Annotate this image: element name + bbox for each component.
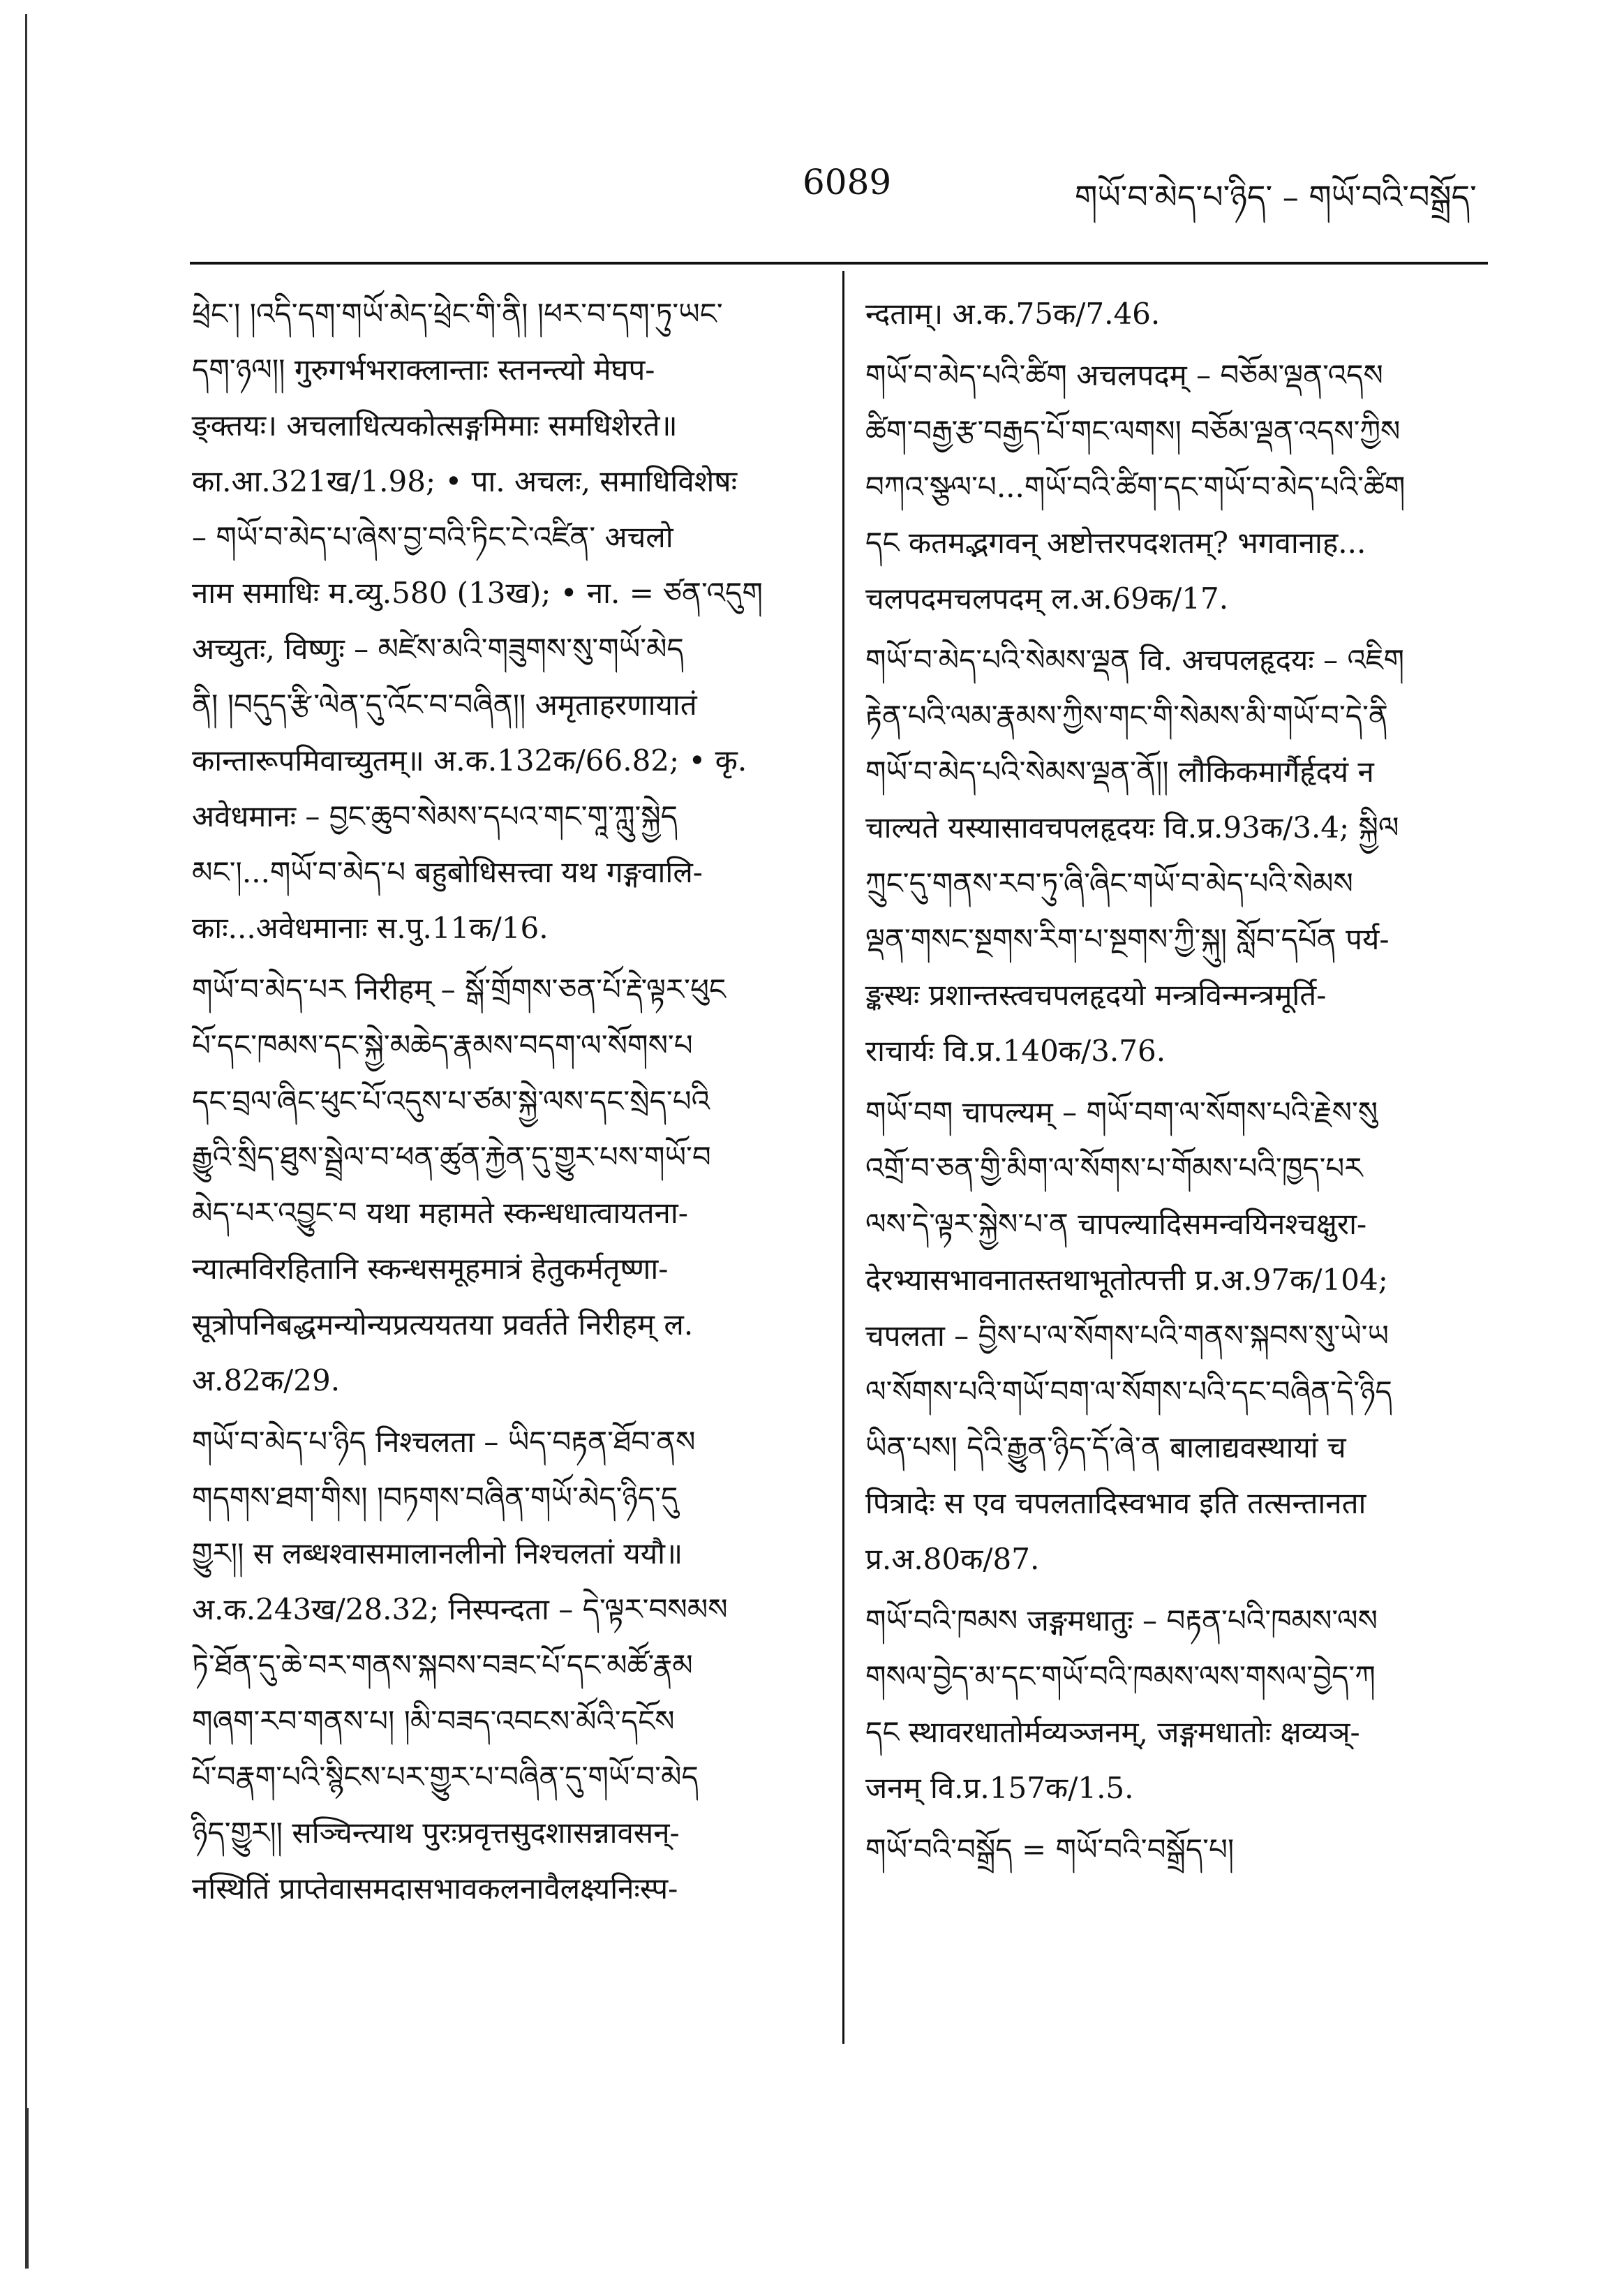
entry-line: अ.82क/29. bbox=[192, 1363, 341, 1397]
entry-line: དང་བྲལ་ཞིང་ཕུང་པོ་འདུས་པ་ཙམ་སྐྱེ་ལས་དང་སྲེད་པའི bbox=[192, 1084, 710, 1118]
scan-edge-line bbox=[25, 14, 27, 2108]
entry-line: བཀའ་སྩལ་པ...གཡོ་བའི་ཚིག་དང་གཡོ་བ་མེད་པའི་ཚིག bbox=[865, 470, 1406, 504]
entry-line: གཞག་རབ་གནས་པ། །མི་བཟད་འབངས་མོའི་དངོས bbox=[192, 1704, 675, 1738]
page-number: 6089 bbox=[803, 162, 892, 202]
entry-line: चलपदमचलपदम् ल.अ.69क/17. bbox=[865, 581, 1229, 616]
entry-line: जनम् वि.प्र.157क/1.5. bbox=[865, 1771, 1134, 1805]
entry-line: པོ་དང་ཁམས་དང་སྐྱེ་མཆེད་རྣམས་བདག་ལ་སོགས་པ bbox=[192, 1028, 693, 1062]
entry-line: དང कतमद्भगवन् अष्टोत्तरपदशतम्? भगवानाह... bbox=[865, 526, 1366, 560]
entry-line: གསལ་བྱེད་མ་དང་གཡོ་བའི་ཁམས་ལས་གསལ་བྱེད་ཀ bbox=[865, 1659, 1376, 1693]
entry-line: चाल्यते यस्यासावचपलहृदयः वि.प्र.93क/3.4; སྐྱིལ bbox=[865, 810, 1399, 845]
entry-line: དག་ཉལ།། गुरुगर्भभराक्लान्ताः स्तनन्त्यो मेघप- bbox=[192, 352, 655, 387]
entry-line: पित्रादेः स एव चपलतादिस्वभाव इति तत्सन्तानता bbox=[865, 1486, 1366, 1520]
entry-line: राचार्यः वि.प्र.140क/3.76. bbox=[865, 1034, 1166, 1068]
entry-line: གཡོ་བའི་ཁམས जङ्गमधातुः – བརྟན་པའི་ཁམས་ལས bbox=[865, 1603, 1378, 1638]
entry-line: कान्तारूपमिवाच्युतम्॥ अ.क.132क/66.82; • कृ. bbox=[192, 743, 747, 778]
entry-line: न्दताम्। अ.क.75क/7.46. bbox=[865, 297, 1161, 331]
entry-line: चपलता – བྱིས་པ་ལ་སོགས་པའི་གནས་སྐབས་སུ་ཡེ་ཡ bbox=[865, 1319, 1389, 1353]
entry-line: ङ्कस्थः प्रशान्तस्त्वचपलहृदयो मन्त्रविन्मन्त्रमूर्ति- bbox=[865, 978, 1327, 1012]
dictionary-entry bbox=[865, 286, 1490, 342]
entry-line: ཀྲུང་དུ་གནས་རབ་ཏུ་ཞི་ཞིང་གཡོ་བ་མེད་པའི་སེམས bbox=[865, 866, 1353, 900]
entry-line: न्यात्मविरहितानि स्कन्धसमूहमात्रं हेतुकर्मतृष्णा- bbox=[192, 1252, 669, 1286]
right-column bbox=[865, 286, 1490, 1883]
entry-line: དང स्थावरधातोर्मव्यञ्जनम्, जङ्गमधातोः क्षव्यञ्- bbox=[865, 1715, 1360, 1749]
entry-line: པོ་བརྣག་པའི་སྙིངས་པར་གྱུར་པ་བཞིན་དུ་གཡོ་བ་མེད bbox=[192, 1760, 699, 1794]
entry-line: नस्थितिं प्राप्तेवासमदासभावकलनावैलक्ष्यनिःस्प- bbox=[192, 1871, 678, 1906]
entry-line: – གཡོ་བ་མེད་པ་ཞེས་བྱ་བའི་ཏིང་ངེ་འཛིན་ अचलो bbox=[192, 520, 673, 554]
entry-line: काः...अवेधमानाः स.पु.11क/16. bbox=[192, 911, 549, 945]
entry-line: सूत्रोपनिबद्धमन्योन्यप्रत्ययतया प्रवर्तते निरीहम् ल. bbox=[192, 1307, 694, 1342]
entry-line: གཡོ་བ་མེད་པ་ཉིད निश्चलता – ཡིད་བརྟན་ཐོབ་ནས bbox=[192, 1425, 696, 1459]
dictionary-entry bbox=[865, 1085, 1490, 1587]
dictionary-entry bbox=[192, 962, 817, 1409]
entry-line: ཏེ་ཐོན་དུ་ཆེ་བར་གནས་སྐབས་བཟང་པོ་དང་མཚོ་རྣམ bbox=[192, 1648, 693, 1682]
entry-line: གྱུར།། स लब्धश्वासमालानलीनो निश्चलतां ययौ॥ bbox=[192, 1536, 683, 1571]
entry-line: གཡོ་བག चापल्यम् – གཡོ་བག་ལ་སོགས་པའི་རྗེས་སུ bbox=[865, 1095, 1378, 1129]
entry-line: གཡོ་བ་མེད་པར निरीहम् – སྒོ་གྲོགས་ཅན་པོ་རྡེ་ལྟར་ཕུང bbox=[192, 972, 727, 1007]
entry-line: གཡོ་བ་མེད་པའི་སེམས་ལྡན་ནོ།། लौकिकमार्गैर्हृदयं न bbox=[865, 755, 1374, 789]
dictionary-entry bbox=[865, 1822, 1490, 1878]
entry-line: ལྡན་གསང་སྔགས་རིག་པ་སྔགས་ཀྱི་སྐུ། སློབ་དཔོན पर्य- bbox=[865, 922, 1390, 956]
scan-edge-tail bbox=[25, 2108, 29, 2269]
column-divider bbox=[842, 271, 844, 2044]
entry-line: अ.क.243ख/28.32; निस्पन्दता – དེ་ལྟར་བསམས bbox=[192, 1592, 728, 1626]
entry-line: ཚིག་བརྒྱ་རྩ་བརྒྱད་པོ་གང་ལགས། བཅོམ་ལྡན་འདས་ཀྱིས bbox=[865, 414, 1401, 448]
entry-line: ङ्क्तयः। अचलाधित्यकोत्सङ्गमिमाः समधिशेरते॥ bbox=[192, 408, 678, 443]
running-header: གཡོ་བ་མེད་པ་ཉིད་ – གཡོ་བའི་བསྒྲོད་ bbox=[1075, 178, 1477, 216]
entry-line: ལ་སོགས་པའི་གཡོ་བག་ལ་སོགས་པའི་དང་བཞིན་དེ་ཉིད bbox=[865, 1374, 1392, 1409]
header-rule bbox=[190, 262, 1488, 265]
entry-line: གཡོ་བ་མེད་པའི་ཚིག अचलपदम् – བཅོམ་ལྡན་འདས bbox=[865, 358, 1383, 392]
entry-line: གཡོ་བའི་བསྒྲོད = གཡོ་བའི་བསྒྲོད་པ། bbox=[865, 1832, 1235, 1866]
entry-line: རྟེན་པའི་ལམ་རྣམས་ཀྱིས་གང་གི་སེམས་མི་གཡོ་བ་དེ་ནི bbox=[865, 699, 1388, 733]
dictionary-entry bbox=[192, 286, 817, 956]
entry-line: अच्युतः, विष्णुः – མཛེས་མའི་གཟུགས་སུ་གཡོ་མེད bbox=[192, 632, 684, 666]
entry-line: གདགས་ཐག་གིས། །བཏགས་བཞིན་གཡོ་མེད་ཉིད་དུ bbox=[192, 1480, 678, 1515]
entry-line: ཡིན་པས། དེའི་རྒྱུན་ཉིད་དོ་ཞེ་ན बालाद्यवस्थायां च bbox=[865, 1430, 1346, 1464]
dictionary-entry bbox=[865, 1593, 1490, 1816]
left-column bbox=[192, 286, 817, 1922]
entry-line: གཡོ་བ་མེད་པའི་སེམས་ལྡན वि. अचपलहृदयः – འཇིག bbox=[865, 643, 1405, 677]
dictionary-entry bbox=[192, 1414, 817, 1917]
entry-line: का.आ.321ख/1.98; • पा. अचलः, समाधिविशेषः bbox=[192, 464, 738, 498]
entry-line: མེད་པར་འབྱུང་བ यथा महामते स्कन्धधात्वायतना- bbox=[192, 1196, 688, 1230]
entry-line: རྒྱུའི་སྲིད་ཐུས་སྦྲེལ་བ་ཕན་ཚུན་རྐྱེན་དུ་གྱུར་པས་གཡོ་བ bbox=[192, 1140, 711, 1174]
entry-line: མང་།...གཡོ་བ་མེད་པ बहुबोधिसत्त्वा यथ गङ्गवालि- bbox=[192, 855, 703, 889]
entry-line: नाम समाधिः म.व्यु.580 (13ख); • ना. = ཙན་འདུག bbox=[192, 576, 763, 610]
entry-line: ཉིད་གྱུར།། सञ्चिन्त्याथ पुरःप्रवृत्तसुदशासन्नावसन्- bbox=[192, 1816, 680, 1850]
entry-line: देरभ्यासभावनातस्तथाभूतोत्पत्ती प्र.अ.97क/104; bbox=[865, 1263, 1388, 1297]
entry-line: ནི། །བདུད་རྩི་ལེན་དུ་འོང་བ་བཞིན།། अमृताहरणायातं bbox=[192, 688, 697, 722]
entry-line: ཕྲེང་། །འདི་དག་གཡོ་མེད་ཕྲེང་གི་ནི། །ཕར་བ་དག་ཏུ་ཡང་ bbox=[192, 297, 723, 331]
entry-line: ལས་དེ་ལྟར་སྐྱེས་པ་ན चापल्यादिसमन्वयिनश्चक्षुरा- bbox=[865, 1207, 1367, 1241]
entry-line: འགྲོ་བ་ཅན་གྱི་མིག་ལ་སོགས་པ་གོམས་པའི་ཁྱད་པར bbox=[865, 1151, 1363, 1185]
entry-line: अवेधमानः – བྱང་ཆུབ་སེམས་དཔའ་གང་གཱ་ཀླུ་སྐྱེད bbox=[192, 799, 678, 833]
entry-line: प्र.अ.80क/87. bbox=[865, 1542, 1040, 1576]
dictionary-entry bbox=[865, 348, 1490, 627]
dictionary-entry bbox=[865, 632, 1490, 1079]
